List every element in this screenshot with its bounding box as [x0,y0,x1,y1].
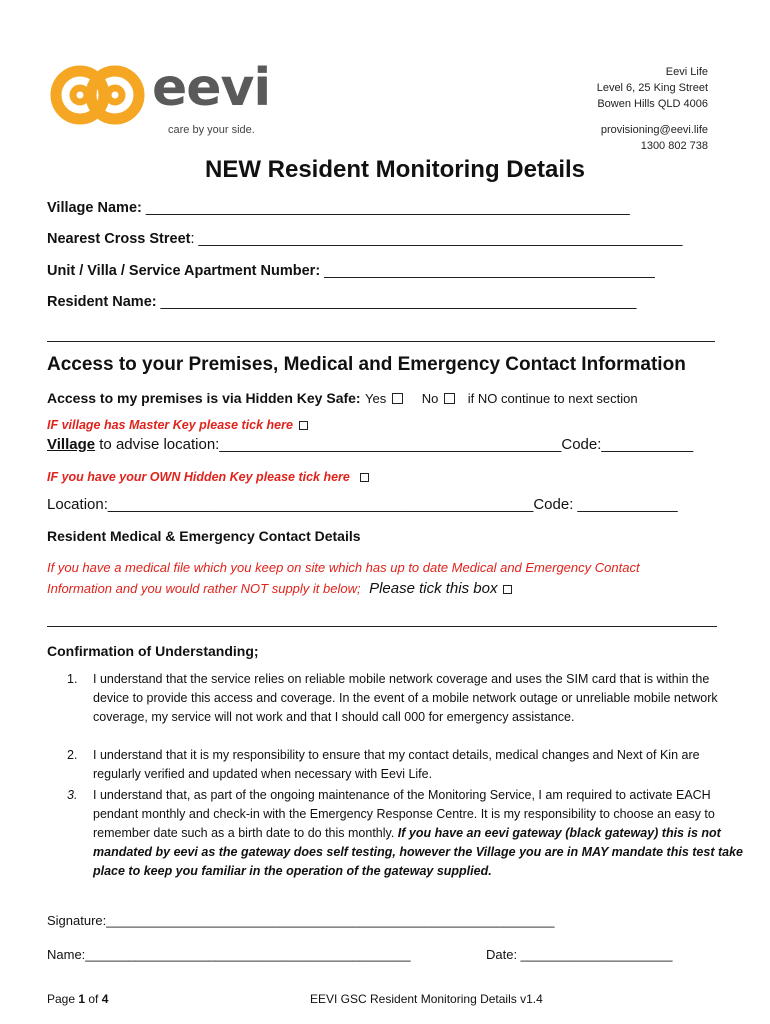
if-no-note: if NO continue to next section [467,391,638,406]
own-key-label: IF you have your OWN Hidden Key please tick here [47,470,350,484]
medical-tick-checkbox[interactable] [503,585,512,594]
master-key-checkbox[interactable] [299,421,308,430]
yes-label: Yes [365,391,387,406]
page-number [47,992,108,1006]
page-total: 4 [101,992,109,1006]
village-location-row[interactable] [47,436,693,453]
cross-street-label: Nearest Cross Street [47,231,191,247]
medical-note-line1: If you have a medical file which you keep on site which has up to date Medical and Emergency Contact [47,560,640,575]
master-key-row [47,416,308,434]
list-text-wrap [93,786,747,881]
list-item [67,786,747,881]
unit-label: Unit / Villa / Service Apartment Number: [47,263,321,279]
cross-street-line: ____________________________________________________________ [194,231,683,247]
date-line[interactable]: Date: _____________________ [486,947,673,962]
own-key-row [47,468,369,486]
advise-location-line: to advise location:_________________________________________ [95,436,562,453]
signature-line[interactable]: Signature:______________________________________________________________ [47,913,555,928]
master-key-label: IF village has Master Key please tick here [47,418,293,432]
access-heading: Access to your Premises, Medical and Emergency Contact Information [47,354,686,375]
list-item [67,746,747,784]
address-line: Level 6, 25 King Street [596,82,708,94]
list-emphasis: If you have an eevi gateway (black gateway) this is not mandated by eevi as the gateway does self testing, however the Village you are in MAY mandate this test take place to keep you familiar in the operation of the gateway supplied. [93,826,743,878]
address-line: Eevi Life [665,66,708,78]
medical-tick-label: Please tick this box [369,580,498,597]
own-key-checkbox[interactable] [360,473,369,482]
yes-checkbox[interactable] [392,393,403,404]
brand-tagline: care by your side. [168,124,255,136]
document-id: EEVI GSC Resident Monitoring Details v1.4 [310,992,543,1006]
medical-heading: Resident Medical & Emergency Contact Details [47,528,361,544]
page-title: NEW Resident Monitoring Details [204,156,585,183]
confirmation-heading: Confirmation of Understanding; [47,643,259,659]
hidden-key-row [47,390,638,408]
village-word: Village [47,436,96,453]
no-label: No [421,391,439,406]
list-text: I understand that, as part of the ongoing maintenance of the Monitoring Service, I am required to activate EACH pendant monthly and check-in with the Emergency Response Centre. It is my responsibility to choose an easy to remember date such as a birth date to do this monthly. [93,788,715,840]
page-current: 1 [78,992,86,1006]
no-checkbox[interactable] [444,393,455,404]
list-number: 2. [67,748,78,762]
hidden-key-label: Access to my premises is via Hidden Key Safe: [47,390,361,406]
eevi-swirl-icon [50,60,150,130]
list-text: I understand that it is my responsibility to ensure that my contact details, medical changes and Next of Kin are regularly verified and updated when necessary with Eevi Life. [93,748,700,781]
village-name-field[interactable] [47,200,630,216]
code-line-2: Code: ____________ [533,496,678,513]
unit-field[interactable] [47,263,655,279]
location-line: Location:___________________________________________________ [47,496,534,513]
code-line-1: Code:___________ [561,436,694,453]
address-line: Bowen Hills QLD 4006 [597,98,708,110]
medical-note-row [47,580,512,598]
company-email: provisioning@eevi.life [600,124,708,136]
unit-line: _________________________________________ [324,263,655,279]
village-name-label: Village Name: [47,200,142,216]
company-phone: 1300 802 738 [640,140,708,152]
page-of: of [85,992,102,1006]
section-divider [47,626,717,627]
cross-street-field[interactable] [47,231,682,247]
list-item [67,670,747,727]
list-number: 1. [67,672,78,686]
section-divider [47,341,715,342]
list-text: I understand that the service relies on reliable mobile network coverage and uses the SIM card that is within the device to provide this access and coverage. In the event of a mobile network outage or unreliable mobile network coverage, my service will not work and that I should call 000 for emergency assistance. [93,672,718,724]
company-address [597,64,708,154]
cross-street-colon: : [190,231,195,247]
village-name-line: ____________________________________________________________ [145,200,630,216]
resident-name-field[interactable] [47,294,636,310]
name-line[interactable]: Name:_____________________________________________ [47,947,411,962]
brand-name: eevi [152,58,271,118]
page-prefix: Page [47,992,79,1006]
medical-note-line2: Information and you would rather NOT supply it below; [47,581,361,596]
resident-name-line: ___________________________________________________________ [160,294,637,310]
list-number: 3. [67,788,78,802]
resident-name-label: Resident Name: [47,294,157,310]
location-row[interactable] [47,496,678,513]
